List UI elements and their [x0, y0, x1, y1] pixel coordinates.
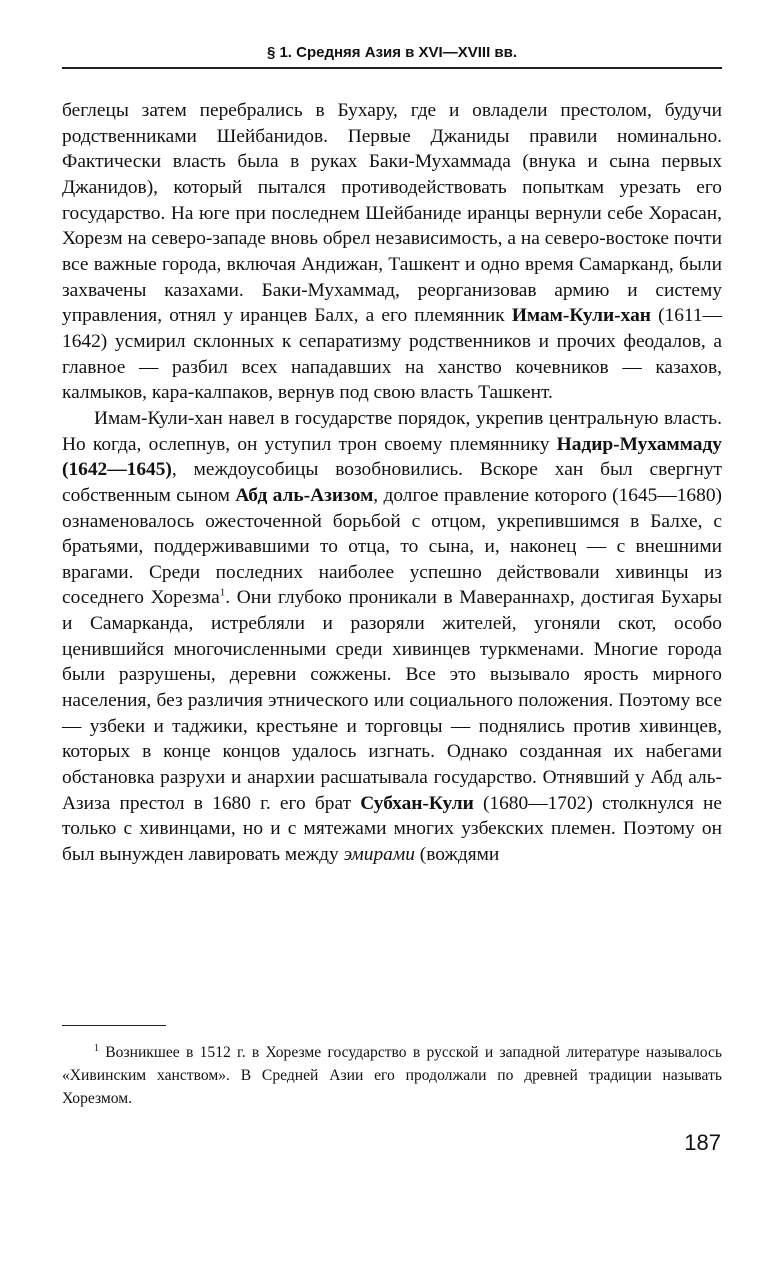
text-segment: Имам-Кули-хан навел в государстве порядок, укрепив центральную власть. Но когда, ослепнув, он уступил трон своему племяннику: [62, 407, 722, 455]
footnote-text: Возникшее в 1512 г. в Хорезме государство в русской и западной литературе называлось «Хивинским ханством». В Средней Азии его продолжали по древней традиции называть Хорезмом.: [62, 1044, 722, 1107]
text-segment: (1680—1702) столкнулся не только с хивинцами, но и с мятежами многих узбекских племен. Поэтому он был вынужден лавировать между: [62, 792, 722, 866]
text-segment: (1611—1642) усмирил склонных к сепаратизму родственников и прочих феодалов, а главное — разбил всех нападавших на ханство кочевников — казахов, калмыков, кара-калпаков, вернув под свою власть Ташкент.: [62, 305, 722, 404]
paragraph-1: [62, 98, 722, 406]
text-segment: , междоусобицы возобновились. Вскоре хан был свергнут собственным сыном: [62, 459, 722, 506]
text-segment: , долгое правление которого (1645—1680) ознаменовалось ожесточенной борьбой с отцом, укрепившимся в Балхе, с братьями, поддерживавшими то отца, то сына, и, наконец — с внешними врагами. Среди последних наиболее успешно действовали хивинцы из соседнего Хорезма: [62, 484, 722, 609]
footnote-marker: 1: [94, 1042, 99, 1054]
text-segment: . Они глубоко проникали в Мавераннахр, достигая Бухары и Самарканда, истребляли и разоряли жителей, угоняли скот, особо ценившийся многочисленными среди хивинцев туркменами. Многие города были разрушены, деревни сожжены. Все это вызывало ярость мирного населения, без различия этнического или социального положения. Поэтому все — узбеки и таджики, крестьяне и торговцы — поднялись против хивинцев, которых в конце концов удалось изгнать. Однако созданная их набегами обстановка разрухи и анархии расшатывала государство. Отнявший у Абд аль-Азиза престол в 1680 г. его брат: [62, 587, 722, 814]
ruler-name-imam-kuli-khan: Имам-Кули-хан: [511, 305, 651, 327]
term-emirs: эмирами: [343, 844, 415, 866]
ruler-name-nadir-muhammad: Надир-Мухаммаду (1642—1645): [62, 433, 722, 481]
running-head: § 1. Средняя Азия в XVI—XVIII вв.: [62, 44, 722, 69]
page-number: 187: [684, 1130, 721, 1155]
text-segment: беглецы затем перебрались в Бухару, где и овладели престолом, будучи родственниками Шейбанидов. Первые Джаниды правили номинально. Фактически власть была в руках Баки-Мухаммада (внука и сына первых Джанидов), который пытался противодействовать попыткам урезать его государство. На юге при последнем Шейбаниде иранцы вернули себе Хорасан, Хорезм на северо-западе вновь обрел независимость, а на северо-востоке почти все важные города, включая Андижан, Ташкент и одно время Самарканд, были захвачены казахами. Баки-Мухаммад, реорганизовав армию и систему управления, отнял у иранцев Балх, а его племянник: [62, 100, 722, 327]
main-text: [62, 98, 722, 868]
footnote-reference[interactable]: 1: [219, 587, 226, 599]
ruler-name-abd-al-aziz: Абд аль-Азизом: [235, 484, 374, 506]
ruler-name-subkhan-kuli: Субхан-Кули: [360, 792, 474, 814]
footnote: [62, 1041, 722, 1110]
paragraph-2: [62, 406, 722, 868]
text-segment: (вождями: [414, 844, 500, 866]
footnote-divider: [62, 1025, 166, 1026]
